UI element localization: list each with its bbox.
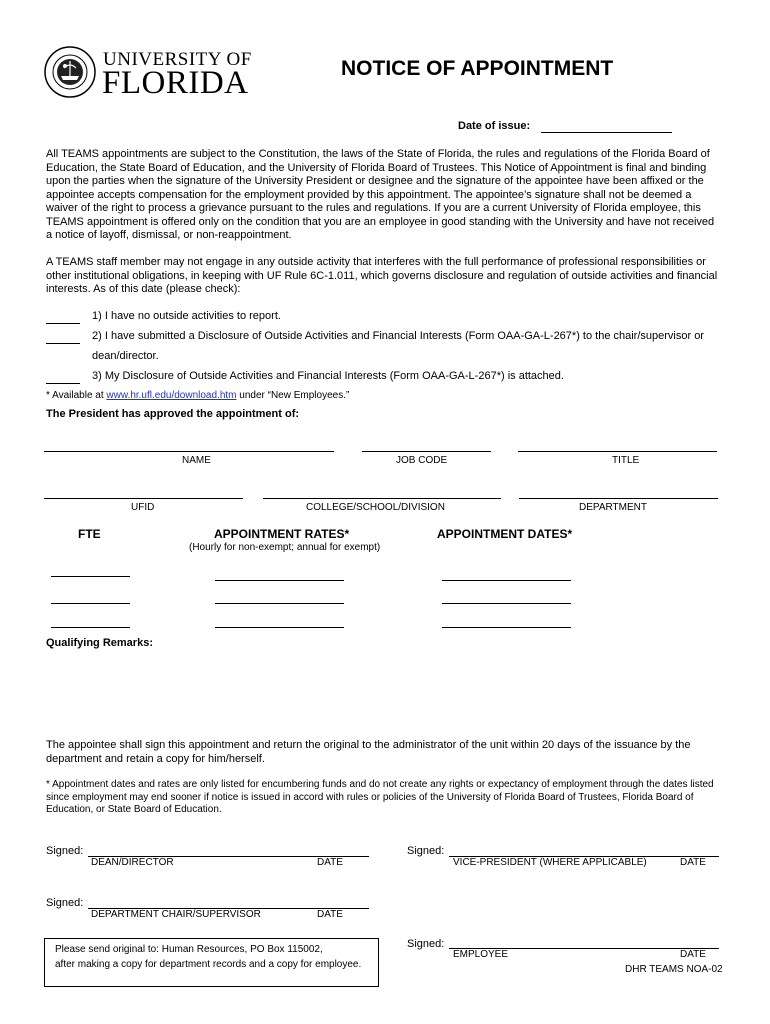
- check-blank-2[interactable]: [46, 332, 80, 344]
- chair-label: DEPARTMENT CHAIR/SUPERVISOR: [91, 909, 261, 920]
- signed-label-vp: Signed:: [407, 845, 445, 857]
- available-prefix: * Available at: [46, 390, 107, 401]
- page-title: NOTICE OF APPOINTMENT: [341, 57, 614, 80]
- qualifying-remarks-label: Qualifying Remarks:: [46, 637, 153, 649]
- check-item-3-text: 3) My Disclosure of Outside Activities and Financial Interests (Form OAA-GA-L-267*) is attached.: [92, 370, 564, 382]
- check-item-1-text: 1) I have no outside activities to report.: [92, 310, 281, 322]
- job-code-field[interactable]: [362, 451, 491, 452]
- signed-label-employee: Signed:: [407, 938, 445, 950]
- fte-heading: FTE: [78, 527, 101, 541]
- employee-label: EMPLOYEE: [453, 949, 509, 960]
- available-suffix: under “New Employees.”: [236, 390, 350, 401]
- check-item-2-cont: dean/director.: [92, 350, 159, 362]
- date-of-issue-label: Date of issue:: [458, 120, 531, 132]
- fte-field-1[interactable]: [51, 576, 130, 577]
- name-field[interactable]: [44, 451, 334, 452]
- dates-field-3[interactable]: [442, 627, 571, 628]
- dean-director-label: DEAN/DIRECTOR: [91, 857, 174, 868]
- job-code-label: JOB CODE: [396, 455, 448, 466]
- title-label: TITLE: [612, 455, 640, 466]
- appointment-dates-heading: APPOINTMENT DATES*: [437, 527, 573, 541]
- qualifying-remarks-area[interactable]: [46, 655, 722, 731]
- outside-activity-paragraph: A TEAMS staff member may not engage in any outside activity that interferes with the full performance of professional responsibilities or other institutional obligations, in keeping with UF Rule 6C-1.011, which governs disclosure and regulation of outside activities and financial interests. As of this date (please check):: [46, 256, 718, 295]
- check-item-1: [46, 310, 726, 324]
- check-blank-3[interactable]: [46, 372, 80, 384]
- name-label: NAME: [182, 455, 211, 466]
- college-field[interactable]: [263, 498, 501, 499]
- department-label: DEPARTMENT: [579, 502, 647, 513]
- appointment-footnote: * Appointment dates and rates are only listed for encumbering funds and do not create any rights or expectancy of employment through the dates listed since employment may end sooner if notice is issued in accord with rules or policies of the University of Florida Board of Trustees, Florida Board of Education, or State Board of Education.: [46, 779, 714, 815]
- send-original-line2: after making a copy for department records and a copy for employee.: [55, 958, 362, 970]
- rate-field-3[interactable]: [215, 627, 344, 628]
- form-code: DHR TEAMS NOA-02: [625, 964, 723, 975]
- download-link[interactable]: www.hr.ufl.edu/download.htm: [106, 390, 237, 401]
- signed-label-dean: Signed:: [46, 845, 84, 857]
- terms-paragraph: All TEAMS appointments are subject to the Constitution, the laws of the State of Florida, the rules and regulations of the Florida Board of Education, the State Board of Education, and the University of Florida Board of Trustees. This Notice of Appointment is final and binding upon the parties when the signature of the University President or designee and the signature of the appointee have been affixed or the appointee accepts compensation for the employment provided by this appointment. The appointee’s signature shall not be deemed a waiver of the right to process a grievance pursuant to the rules and regulations. If you are a current University of Florida employee, this TEAMS appointment is offered only on the condition that you are an employee in good standing with the University and have not received a notice of layoff, dismissal, or non-reappointment.: [46, 148, 715, 241]
- check-item-3: [46, 370, 726, 384]
- vp-label: VICE-PRESIDENT (WHERE APPLICABLE): [453, 857, 647, 868]
- dean-date-label: DATE: [317, 857, 343, 868]
- university-seal: [44, 46, 96, 98]
- appointment-rates-heading: APPOINTMENT RATES*: [214, 527, 350, 541]
- chair-date-label: DATE: [317, 909, 343, 920]
- dates-field-2[interactable]: [442, 603, 571, 604]
- rate-field-1[interactable]: [215, 580, 344, 581]
- rate-field-2[interactable]: [215, 603, 344, 604]
- fte-field-3[interactable]: [51, 627, 130, 628]
- department-field[interactable]: [519, 498, 718, 499]
- signed-label-chair: Signed:: [46, 897, 84, 909]
- check-item-2-text: 2) I have submitted a Disclosure of Outside Activities and Financial Interests (Form OAA-GA-L-267*) to the chair/supervisor or: [92, 330, 704, 342]
- appointee-sign-note: The appointee shall sign this appointment and return the original to the administrator of the unit within 20 days of the issuance by the department and retain a copy for him/herself.: [46, 739, 691, 765]
- send-original-line1: Please send original to: Human Resources, PO Box 115002,: [55, 944, 323, 955]
- date-of-issue-field[interactable]: [541, 132, 672, 133]
- dates-field-1[interactable]: [442, 580, 571, 581]
- logo-university-of: UNIVERSITY OF: [103, 49, 252, 70]
- logo-florida: FLORIDA: [102, 65, 249, 101]
- check-item-2: [46, 330, 736, 344]
- ufid-label: UFID: [131, 502, 155, 513]
- president-approved-label: The President has approved the appointment of:: [46, 408, 300, 420]
- available-note: [46, 390, 349, 403]
- fte-field-2[interactable]: [51, 603, 130, 604]
- appointment-rates-subheading: (Hourly for non-exempt; annual for exempt): [189, 542, 381, 553]
- title-field[interactable]: [518, 451, 717, 452]
- send-original-box: [44, 938, 379, 987]
- check-blank-1[interactable]: [46, 312, 80, 324]
- ufid-field[interactable]: [44, 498, 243, 499]
- employee-date-label: DATE: [680, 949, 706, 960]
- seal-icon: [44, 46, 96, 98]
- vp-date-label: DATE: [680, 857, 706, 868]
- college-label: COLLEGE/SCHOOL/DIVISION: [306, 502, 445, 513]
